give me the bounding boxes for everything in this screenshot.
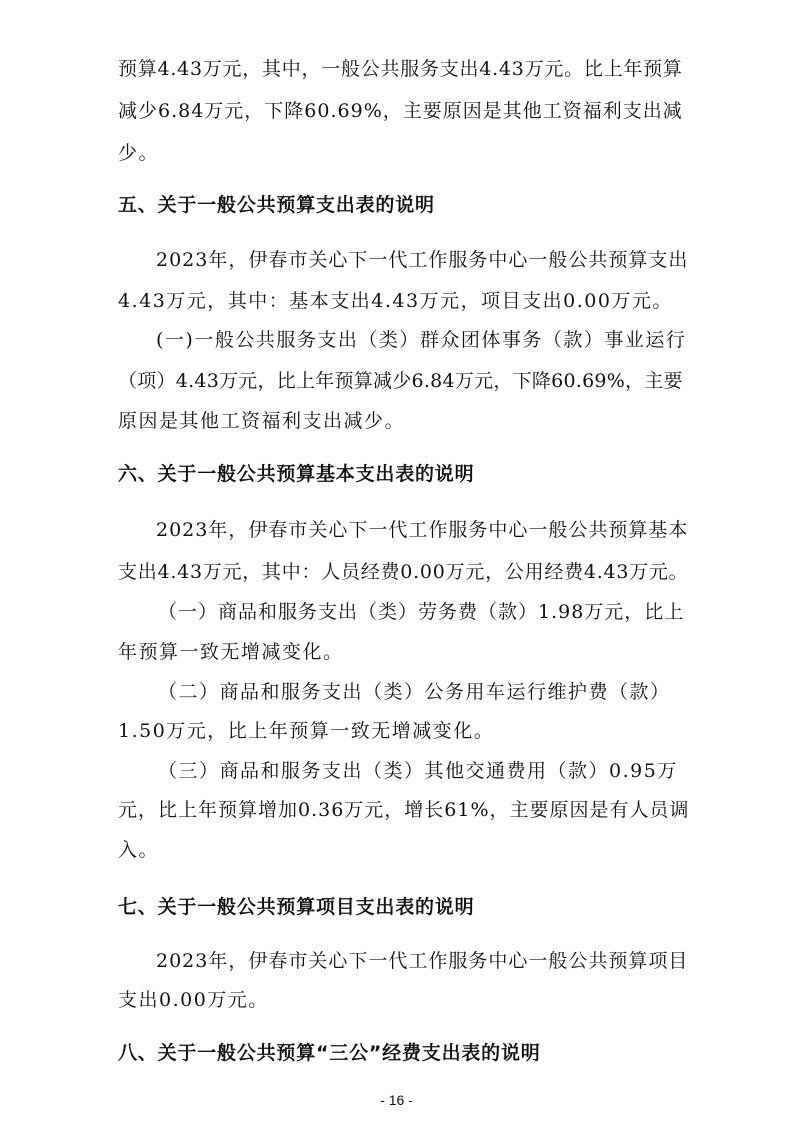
- paragraph-line: （二）商品和服务支出（类）公务用车运行维护费（款）: [158, 681, 671, 703]
- paragraph-line: 元，比上年预算增加0.36万元，增长61%，主要原因是有人员调: [118, 799, 690, 821]
- paragraph-line: 预算4.43万元，其中，一般公共服务支出4.43万元。比上年预算: [118, 58, 683, 80]
- paragraph-line: 2023年，伊春市关心下一代工作服务中心一般公共预算基本: [156, 519, 689, 541]
- section-heading-6: 六、关于一般公共预算基本支出表的说明: [118, 463, 475, 485]
- paragraph-line: （三）商品和服务支出（类）其他交通费用（款）0.95万: [158, 760, 678, 782]
- paragraph-line: 2023年，伊春市关心下一代工作服务中心一般公共预算项目: [156, 950, 689, 972]
- paragraph-line: 1.50万元，比上年预算一致无增减变化。: [118, 720, 495, 742]
- paragraph-line: （一）商品和服务支出（类）劳务费（款）1.98万元，比上: [158, 601, 685, 623]
- paragraph-line: 减少6.84万元，下降60.69%，主要原因是其他工资福利支出减: [118, 100, 683, 122]
- paragraph-line: 支出0.00万元。: [118, 989, 269, 1011]
- paragraph-line: 年预算一致无增减变化。: [118, 641, 344, 663]
- paragraph-line: 入。: [118, 839, 160, 861]
- paragraph-line: 4.43万元，其中：基本支出4.43万元，项目支出0.00万元。: [118, 290, 673, 312]
- section-heading-8: 八、关于一般公共预算“三公”经费支出表的说明: [118, 1042, 541, 1064]
- section-heading-7: 七、关于一般公共预算项目支出表的说明: [118, 896, 475, 918]
- paragraph-line: 2023年，伊春市关心下一代工作服务中心一般公共预算支出: [156, 249, 689, 271]
- paragraph-line: 支出4.43万元，其中：人员经费0.00万元，公用经费4.43万元。: [118, 561, 689, 583]
- section-heading-5: 五、关于一般公共预算支出表的说明: [118, 194, 435, 216]
- paragraph-line: （项）4.43万元，比上年预算减少6.84万元，下降60.69%，主要: [118, 370, 683, 392]
- paragraph-line: (一)一般公共服务支出（类）群众团体事务（款）事业运行: [156, 329, 687, 351]
- page-number: - 16 -: [380, 1092, 413, 1108]
- paragraph-line: 少。: [118, 142, 160, 164]
- paragraph-line: 原因是其他工资福利支出减少。: [118, 410, 406, 432]
